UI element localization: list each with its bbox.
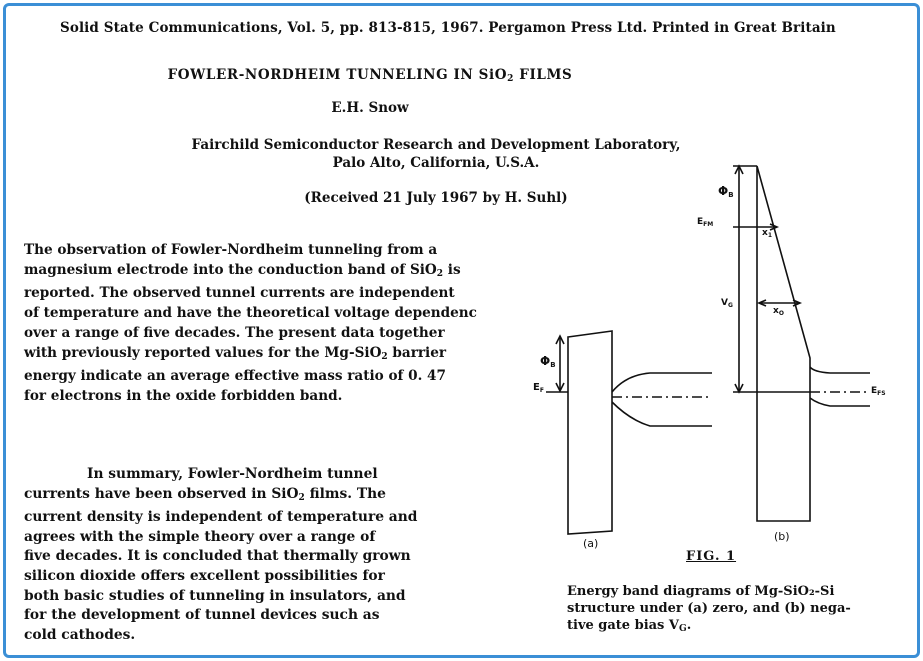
title-tail: FILMS: [513, 67, 573, 83]
oxide-barrier-b: [757, 166, 810, 521]
efm-label: $E_{FM}$: [697, 217, 714, 228]
valence-band-a: [612, 402, 712, 426]
conduction-band-b: [810, 367, 870, 373]
author: E.H. Snow: [331, 100, 409, 116]
abstract-line: energy indicate an average effective mass ratio of 0. 47: [24, 368, 446, 385]
x0-label: $x_O$: [773, 306, 784, 317]
summary-line: five decades. It is concluded that thermally grown: [24, 548, 411, 565]
summary-line: cold cathodes.: [24, 626, 136, 643]
figure-title: FIG. 1: [686, 549, 737, 564]
efs-label: $E_{FS}$: [871, 386, 886, 397]
affiliation-line: Palo Alto, California, U.S.A.: [332, 155, 540, 171]
abstract-line: reported. The observed tunnel currents are independent: [24, 285, 455, 302]
summary-line: both basic studies of tunneling in insulators, and: [24, 587, 406, 604]
title-subscript: 2: [507, 74, 514, 84]
abstract-line: magnesium electrode into the conduction band of SiO$_2$ is: [24, 261, 461, 279]
summary-line: current density is independent of temperature and: [24, 509, 418, 526]
oxide-barrier-a: [568, 331, 612, 534]
summary-line: In summary, Fowler-Nordheim tunnel: [87, 466, 378, 482]
summary-line: silicon dioxide offers excellent possibilities for: [24, 567, 385, 584]
abstract-line: The observation of Fowler-Nordheim tunneling from a: [24, 242, 438, 258]
abstract-line: with previously reported values for the Mg-SiO$_2$ barrier: [24, 344, 447, 362]
title-main: FOWLER-NORDHEIM TUNNELING IN SiO: [167, 67, 508, 83]
summary-line: for the development of tunnel devices such as: [24, 607, 380, 624]
figure-caption: [567, 583, 887, 638]
received-note: (Received 21 July 1967 by H. Suhl): [304, 190, 568, 206]
journal-header: Solid State Communications, Vol. 5, pp. 813-815, 1967. Pergamon Press Ltd. Printed in Great Britain: [60, 20, 836, 36]
abstract-line: of temperature and have the theoretical voltage dependenc: [24, 305, 477, 322]
panel-b-label: (b): [774, 530, 790, 543]
abstract-line: over a range of five decades. The present data together: [24, 324, 445, 341]
phi-b-label-b: $\Phi_B$: [718, 184, 734, 199]
caption-line: structure under (a) zero, and (b) nega-: [567, 601, 851, 616]
summary-line: currents have been observed in SiO$_2$ films. The: [24, 485, 386, 503]
valence-band-b: [810, 398, 870, 406]
panel-a-label: (a): [583, 537, 599, 550]
x1-label: $x_1$: [762, 228, 772, 239]
conduction-band-a: [612, 373, 712, 392]
caption-line: Energy band diagrams of Mg-SiO₂-Si: [567, 584, 835, 599]
abstract-line: for electrons in the oxide forbidden band.: [24, 387, 343, 404]
caption-line: tive gate bias $V_G$.: [567, 618, 692, 634]
phi-b-label-a: $\Phi_B$: [540, 354, 556, 369]
ef-label-a: $E_F$: [533, 382, 544, 394]
vg-label: $V_G$: [721, 298, 733, 309]
summary-line: agrees with the simple theory over a range of: [24, 528, 376, 545]
affiliation-line: Fairchild Semiconductor Research and Development Laboratory,: [191, 137, 681, 153]
